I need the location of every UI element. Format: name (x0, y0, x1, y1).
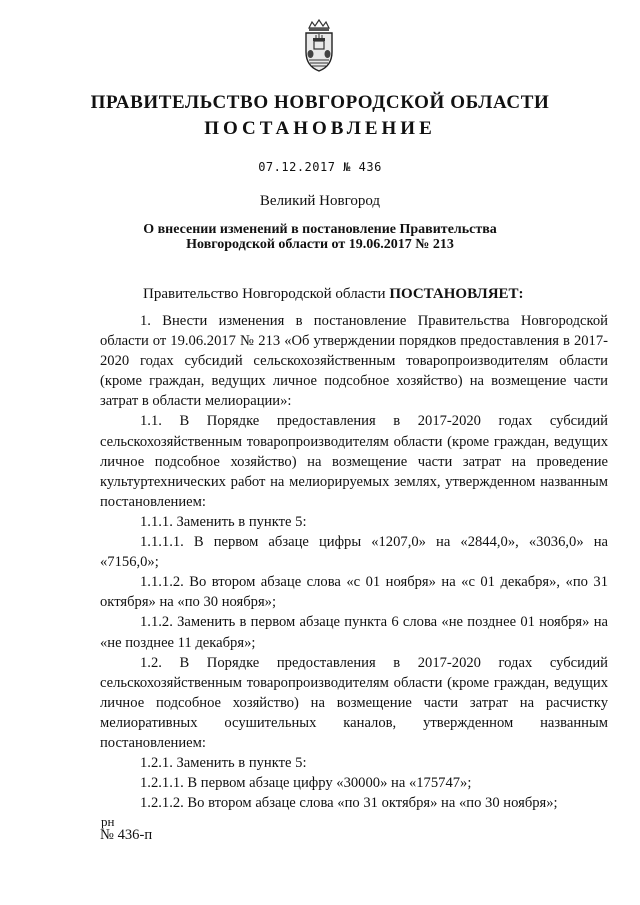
footer-number: № 436-п (100, 827, 153, 843)
paragraph: 1. Внести изменения в постановление Правительства Новгородской области от 19.06.2017 № 213 «Об утверждении порядков предоставления в 2017-2020 годах субсидий сельскохозяйственным товаропроизводителям области (кроме граждан, ведущих личное подсобное хозяйство) на возмещение части затрат в области мелиорации»: (100, 313, 608, 410)
subject-line-2: Новгородской области от 19.06.2017 № 213 (186, 237, 454, 252)
document-type: ПОСТАНОВЛЕНИЕ (204, 118, 436, 139)
paragraph: 1.1. В Порядке предоставления в 2017-2020 годах субсидий сельскохозяйственным товаропроизводителям области (кроме граждан, ведущих личное подсобное хозяйство) на возмещение части затрат на проведение культуртехнических работ на мелиорируемых землях, утвержденном названным постановлением: (100, 413, 608, 510)
subject-line-1: О внесении изменений в постановление Правительства (143, 222, 497, 237)
paragraph: 1.1.2. Заменить в первом абзаце пункта 6 слова «не позднее 01 ноября» на «не позднее 11 декабря»; (100, 614, 608, 651)
paragraph: 1.2. В Порядке предоставления в 2017-2020 годах субсидий сельскохозяйственным товаропроизводителям области (кроме граждан, ведущих личное подсобное хозяйство) на возмещение части затрат на расчистку мелиоративных осушительных каналов, утвержденном названным постановлением: (100, 654, 608, 751)
city: Великий Новгород (259, 193, 381, 209)
paragraph: 1.1.1.2. Во втором абзаце слова «с 01 ноября» на «с 01 декабря», «по 31 октября» на «по 30 ноября»; (100, 574, 608, 611)
government-title: ПРАВИТЕЛЬСТВО НОВГОРОДСКОЙ ОБЛАСТИ (90, 92, 550, 113)
paragraph: 1.1.1.1. В первом абзаце цифры «1207,0» на «2844,0», «3036,0» на «7156,0»; (100, 534, 608, 571)
date-and-number: 07.12.2017 № 436 (258, 160, 382, 174)
paragraph: 1.2.1. Заменить в пункте 5: (140, 755, 307, 772)
coat-of-arms-icon (296, 18, 342, 74)
document-body (100, 311, 608, 813)
paragraph: 1.1.1. Заменить в пункте 5: (140, 513, 307, 530)
enacting-prefix: Правительство Новгородской области (143, 286, 390, 302)
enacting-clause (143, 286, 524, 303)
paragraph: 1.2.1.2. Во втором абзаце слова «по 31 октября» на «по 30 ноября»; (140, 795, 558, 812)
enacting-verb: ПОСТАНОВЛЯЕТ: (389, 286, 524, 302)
footer-code: рн (101, 814, 115, 829)
document-subject (120, 222, 520, 252)
paragraph: 1.2.1.1. В первом абзаце цифру «30000» на «175747»; (140, 775, 472, 792)
